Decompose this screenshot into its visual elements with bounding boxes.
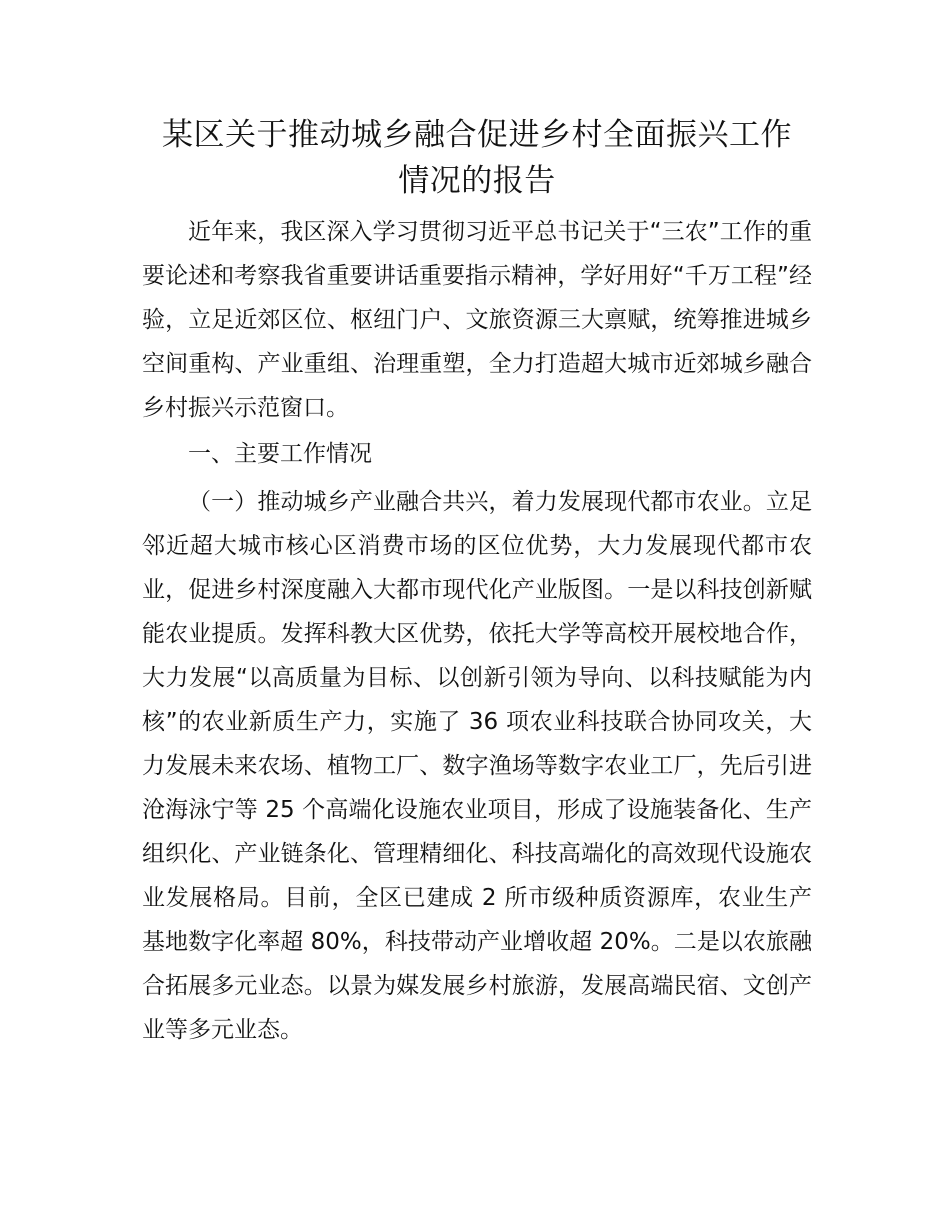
title-line-2: 情况的报告 bbox=[398, 163, 556, 199]
intro-paragraph: 近年来，我区深入学习贯彻习近平总书记关于“三农”工作的重要论述和考察我省重要讲话重要指示精神，学好用好“千万工程”经验，立足近郊区位、枢纽门户、文旅资源三大禀赋，统筹推进城乡空间重构、产业重组、治理重塑，全力打造超大城市近郊城乡融合乡村振兴示范窗口。 bbox=[142, 219, 812, 421]
title-line-1: 某区关于推动城乡融合促进乡村全面振兴工作 bbox=[162, 117, 792, 153]
section-1-paragraph: （一）推动城乡产业融合共兴，着力发展现代都市农业。立足邻近超大城市核心区消费市场的区位优势，大力发展现代都市农业，促进乡村深度融入大都市现代化产业版图。一是以科技创新赋能农业提质。发挥科教大区优势，依托大学等高校开展校地合作，大力发展“以高质量为目标、以创新引领为导向、以科技赋能为内核”的农业新质生产力，实施了 36 项农业科技联合协同攻关，大力发展未来农场、植物工厂、数字渔场等数字农业工厂，先后引进沧海泳宁等 25 个高端化设施农业项目，形成了设施装备化、生产组织化、产业链条化、管理精细化、科技高端化的高效现代设施农业发展格局。目前，全区已建成 2 所市级种质资源库，农业生产基地数字化率超 80%，科技带动产业增收超 20%。二是以农旅融合拓展多元业态。以景为媒发展乡村旅游，发展高端民宿、文创产业等多元业态。 bbox=[142, 489, 812, 1043]
section-heading: 一、主要工作情况 bbox=[188, 441, 372, 467]
document-content bbox=[142, 112, 812, 1052]
document-title bbox=[142, 112, 812, 204]
document-body bbox=[142, 210, 812, 1052]
